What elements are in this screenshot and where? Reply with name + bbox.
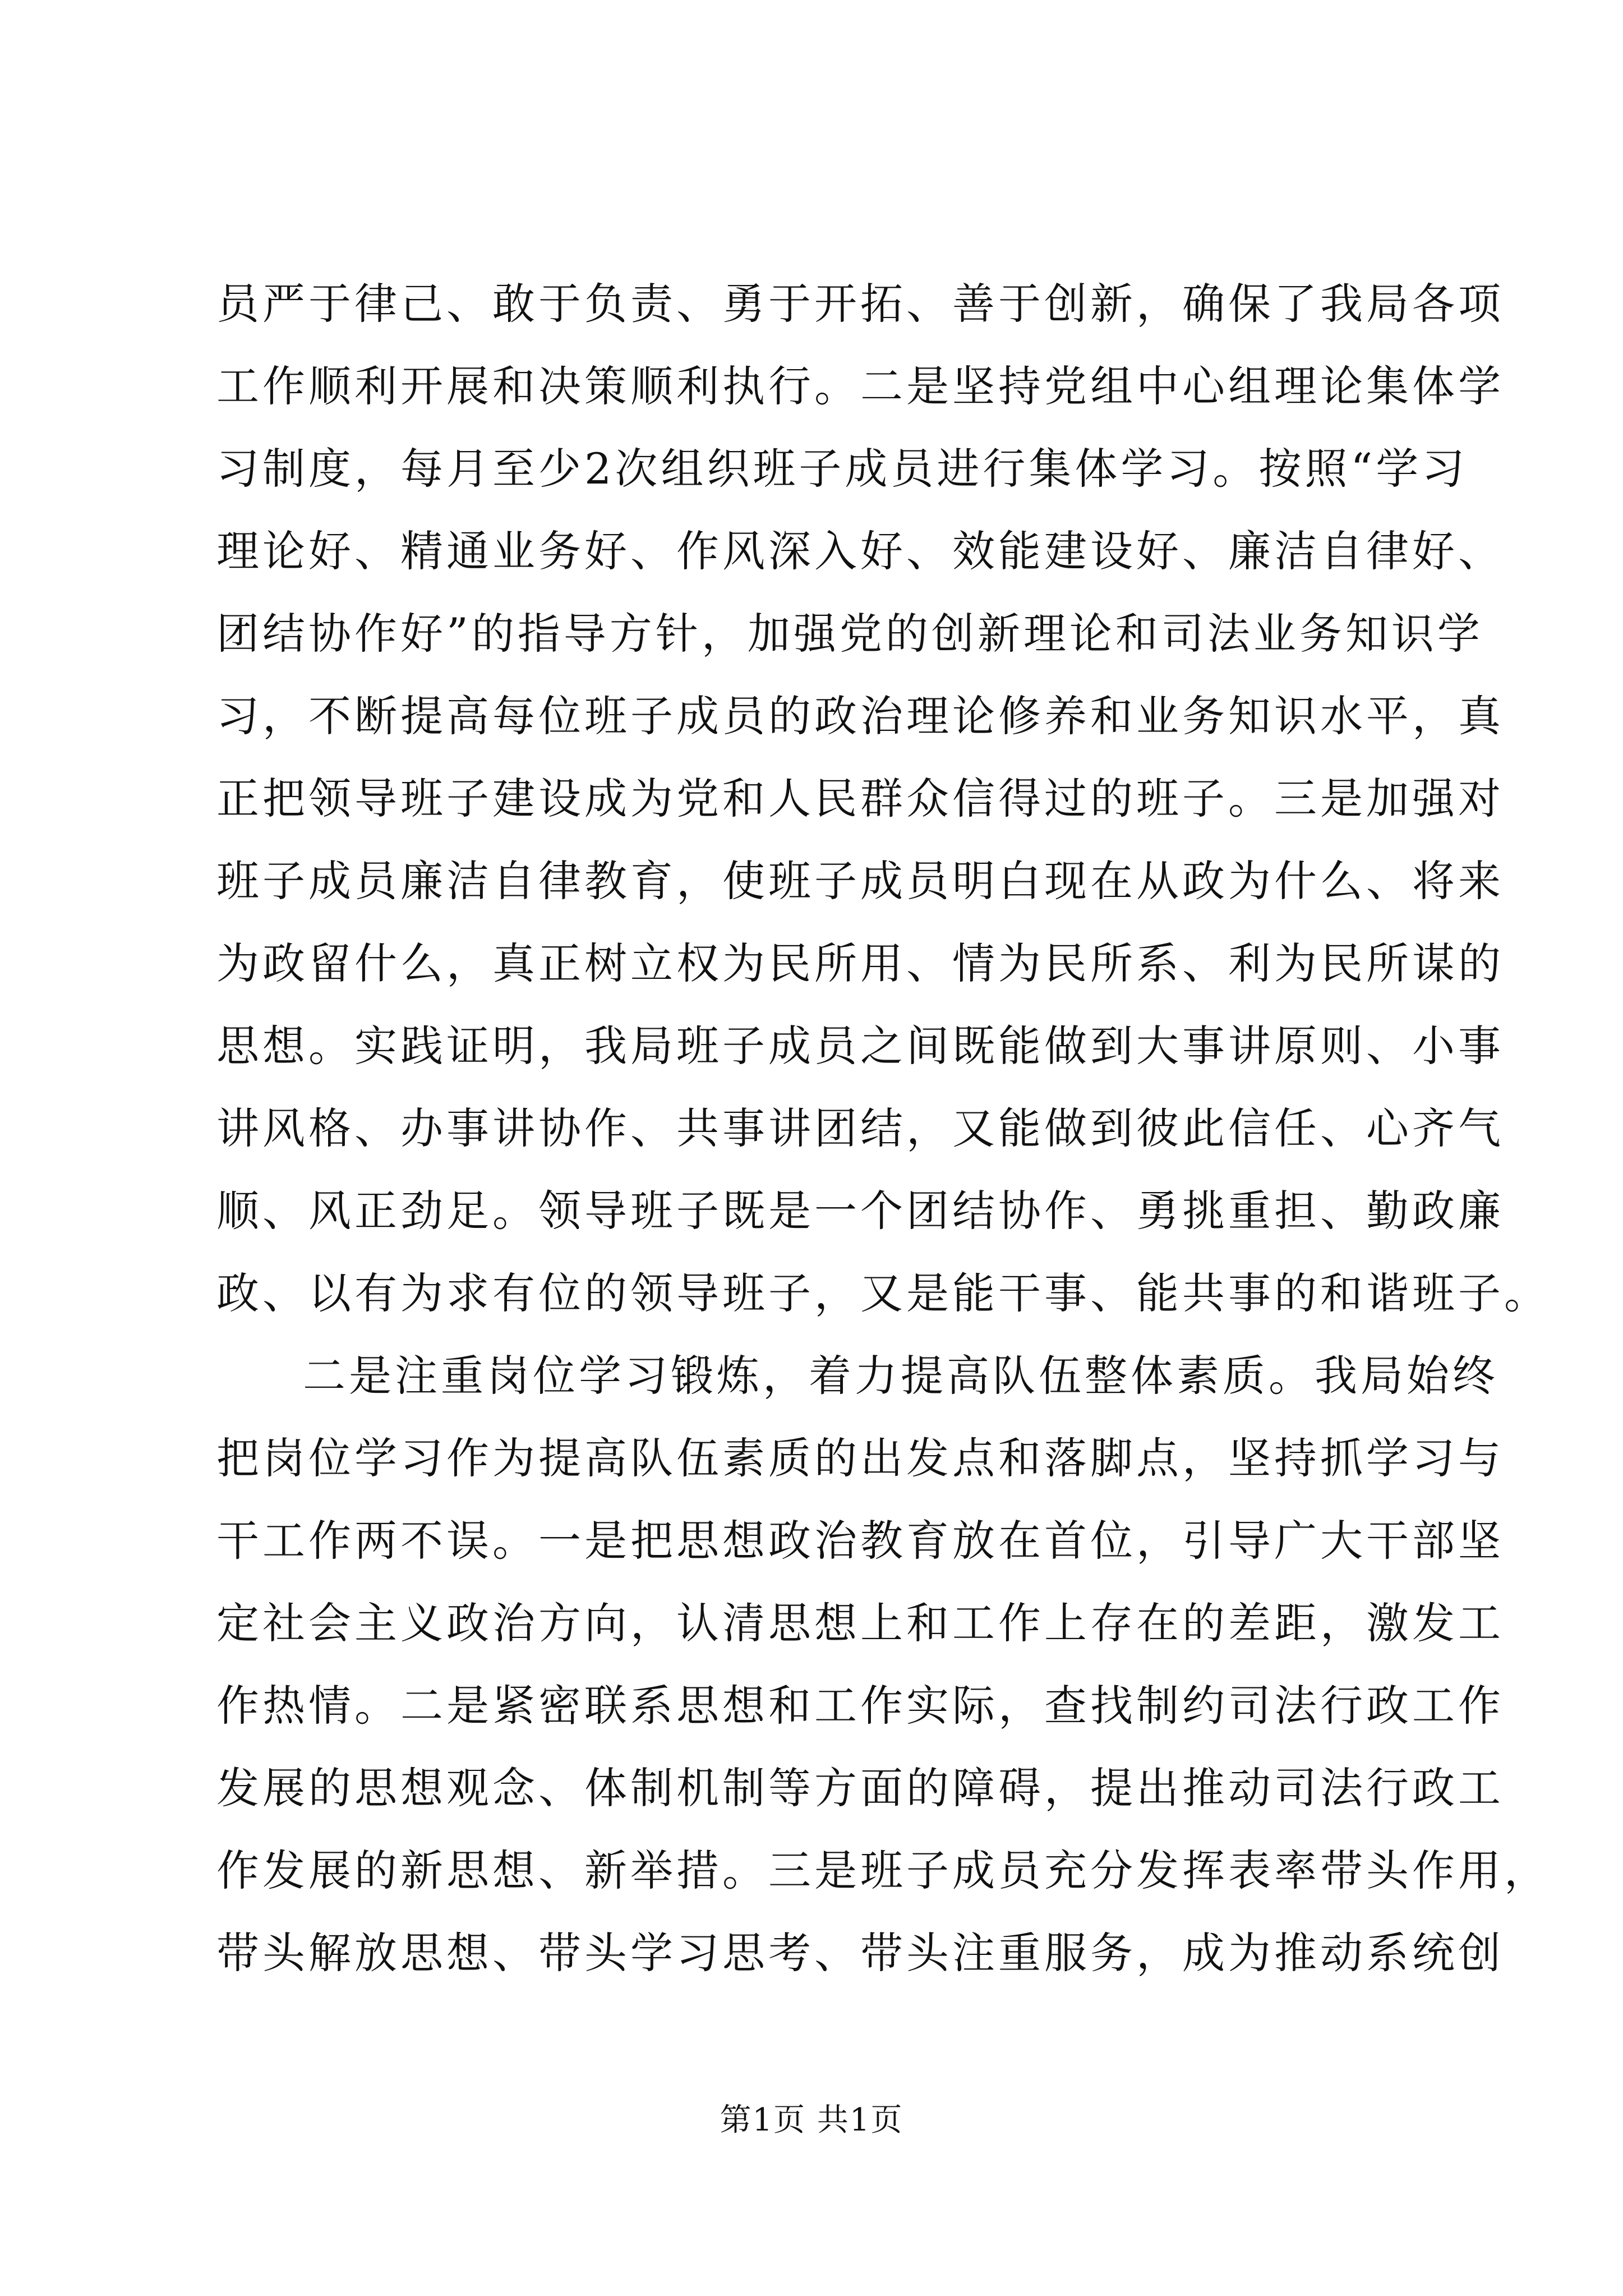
text-line: 把岗位学习作为提高队伍素质的出发点和落脚点，坚持抓学习与 <box>216 1433 1504 1483</box>
text-line: 干工作两不误。一是把思想政治教育放在首位，引导广大干部坚 <box>216 1516 1504 1566</box>
text-line: 政、以有为求有位的领导班子，又是能干事、能共事的和谐班子。 <box>216 1268 1550 1318</box>
text-line: 思想。实践证明，我局班子成员之间既能做到大事讲原则、小事 <box>216 1021 1504 1071</box>
text-line: 班子成员廉洁自律教育，使班子成员明白现在从政为什么、将来 <box>216 856 1504 906</box>
text-line: 习制度，每月至少2次组织班子成员进行集体学习。按照“学习 <box>216 444 1468 494</box>
text-line: 工作顺利开展和决策顺利执行。二是坚持党组中心组理论集体学 <box>216 361 1504 411</box>
text-line: 员严于律己、敢于负责、勇于开拓、善于创新，确保了我局各项 <box>216 279 1504 329</box>
text-line: 带头解放思想、带头学习思考、带头注重服务，成为推动系统创 <box>216 1928 1504 1978</box>
text-line: 顺、风正劲足。领导班子既是一个团结协作、勇挑重担、勤政廉 <box>216 1186 1504 1236</box>
text-line: 理论好、精通业务好、作风深入好、效能建设好、廉洁自律好、 <box>216 526 1504 576</box>
text-line: 作热情。二是紧密联系思想和工作实际，查找制约司法行政工作 <box>216 1681 1504 1731</box>
text-line: 作发展的新思想、新举措。三是班子成员充分发挥表率带头作用， <box>216 1846 1550 1895</box>
text-line: 讲风格、办事讲协作、共事讲团结，又能做到彼此信任、心齐气 <box>216 1103 1504 1153</box>
text-line: 定社会主义政治方向，认清思想上和工作上存在的差距，激发工 <box>216 1598 1504 1648</box>
text-line: 为政留什么，真正树立权为民所用、情为民所系、利为民所谋的 <box>216 938 1504 988</box>
page-number-footer: 第1页 共1页 <box>720 2102 903 2138</box>
text-line: 习，不断提高每位班子成员的政治理论修养和业务知识水平，真 <box>216 691 1504 741</box>
text-line: 正把领导班子建设成为党和人民群众信得过的班子。三是加强对 <box>216 774 1504 823</box>
text-line: 团结协作好”的指导方针，加强党的创新理论和司法业务知识学 <box>216 609 1483 659</box>
body-text <box>216 263 1550 1994</box>
text-line: 二是注重岗位学习锻炼，着力提高队伍整体素质。我局始终 <box>303 1351 1498 1401</box>
text-line: 发展的思想观念、体制机制等方面的障碍，提出推动司法行政工 <box>216 1763 1504 1813</box>
